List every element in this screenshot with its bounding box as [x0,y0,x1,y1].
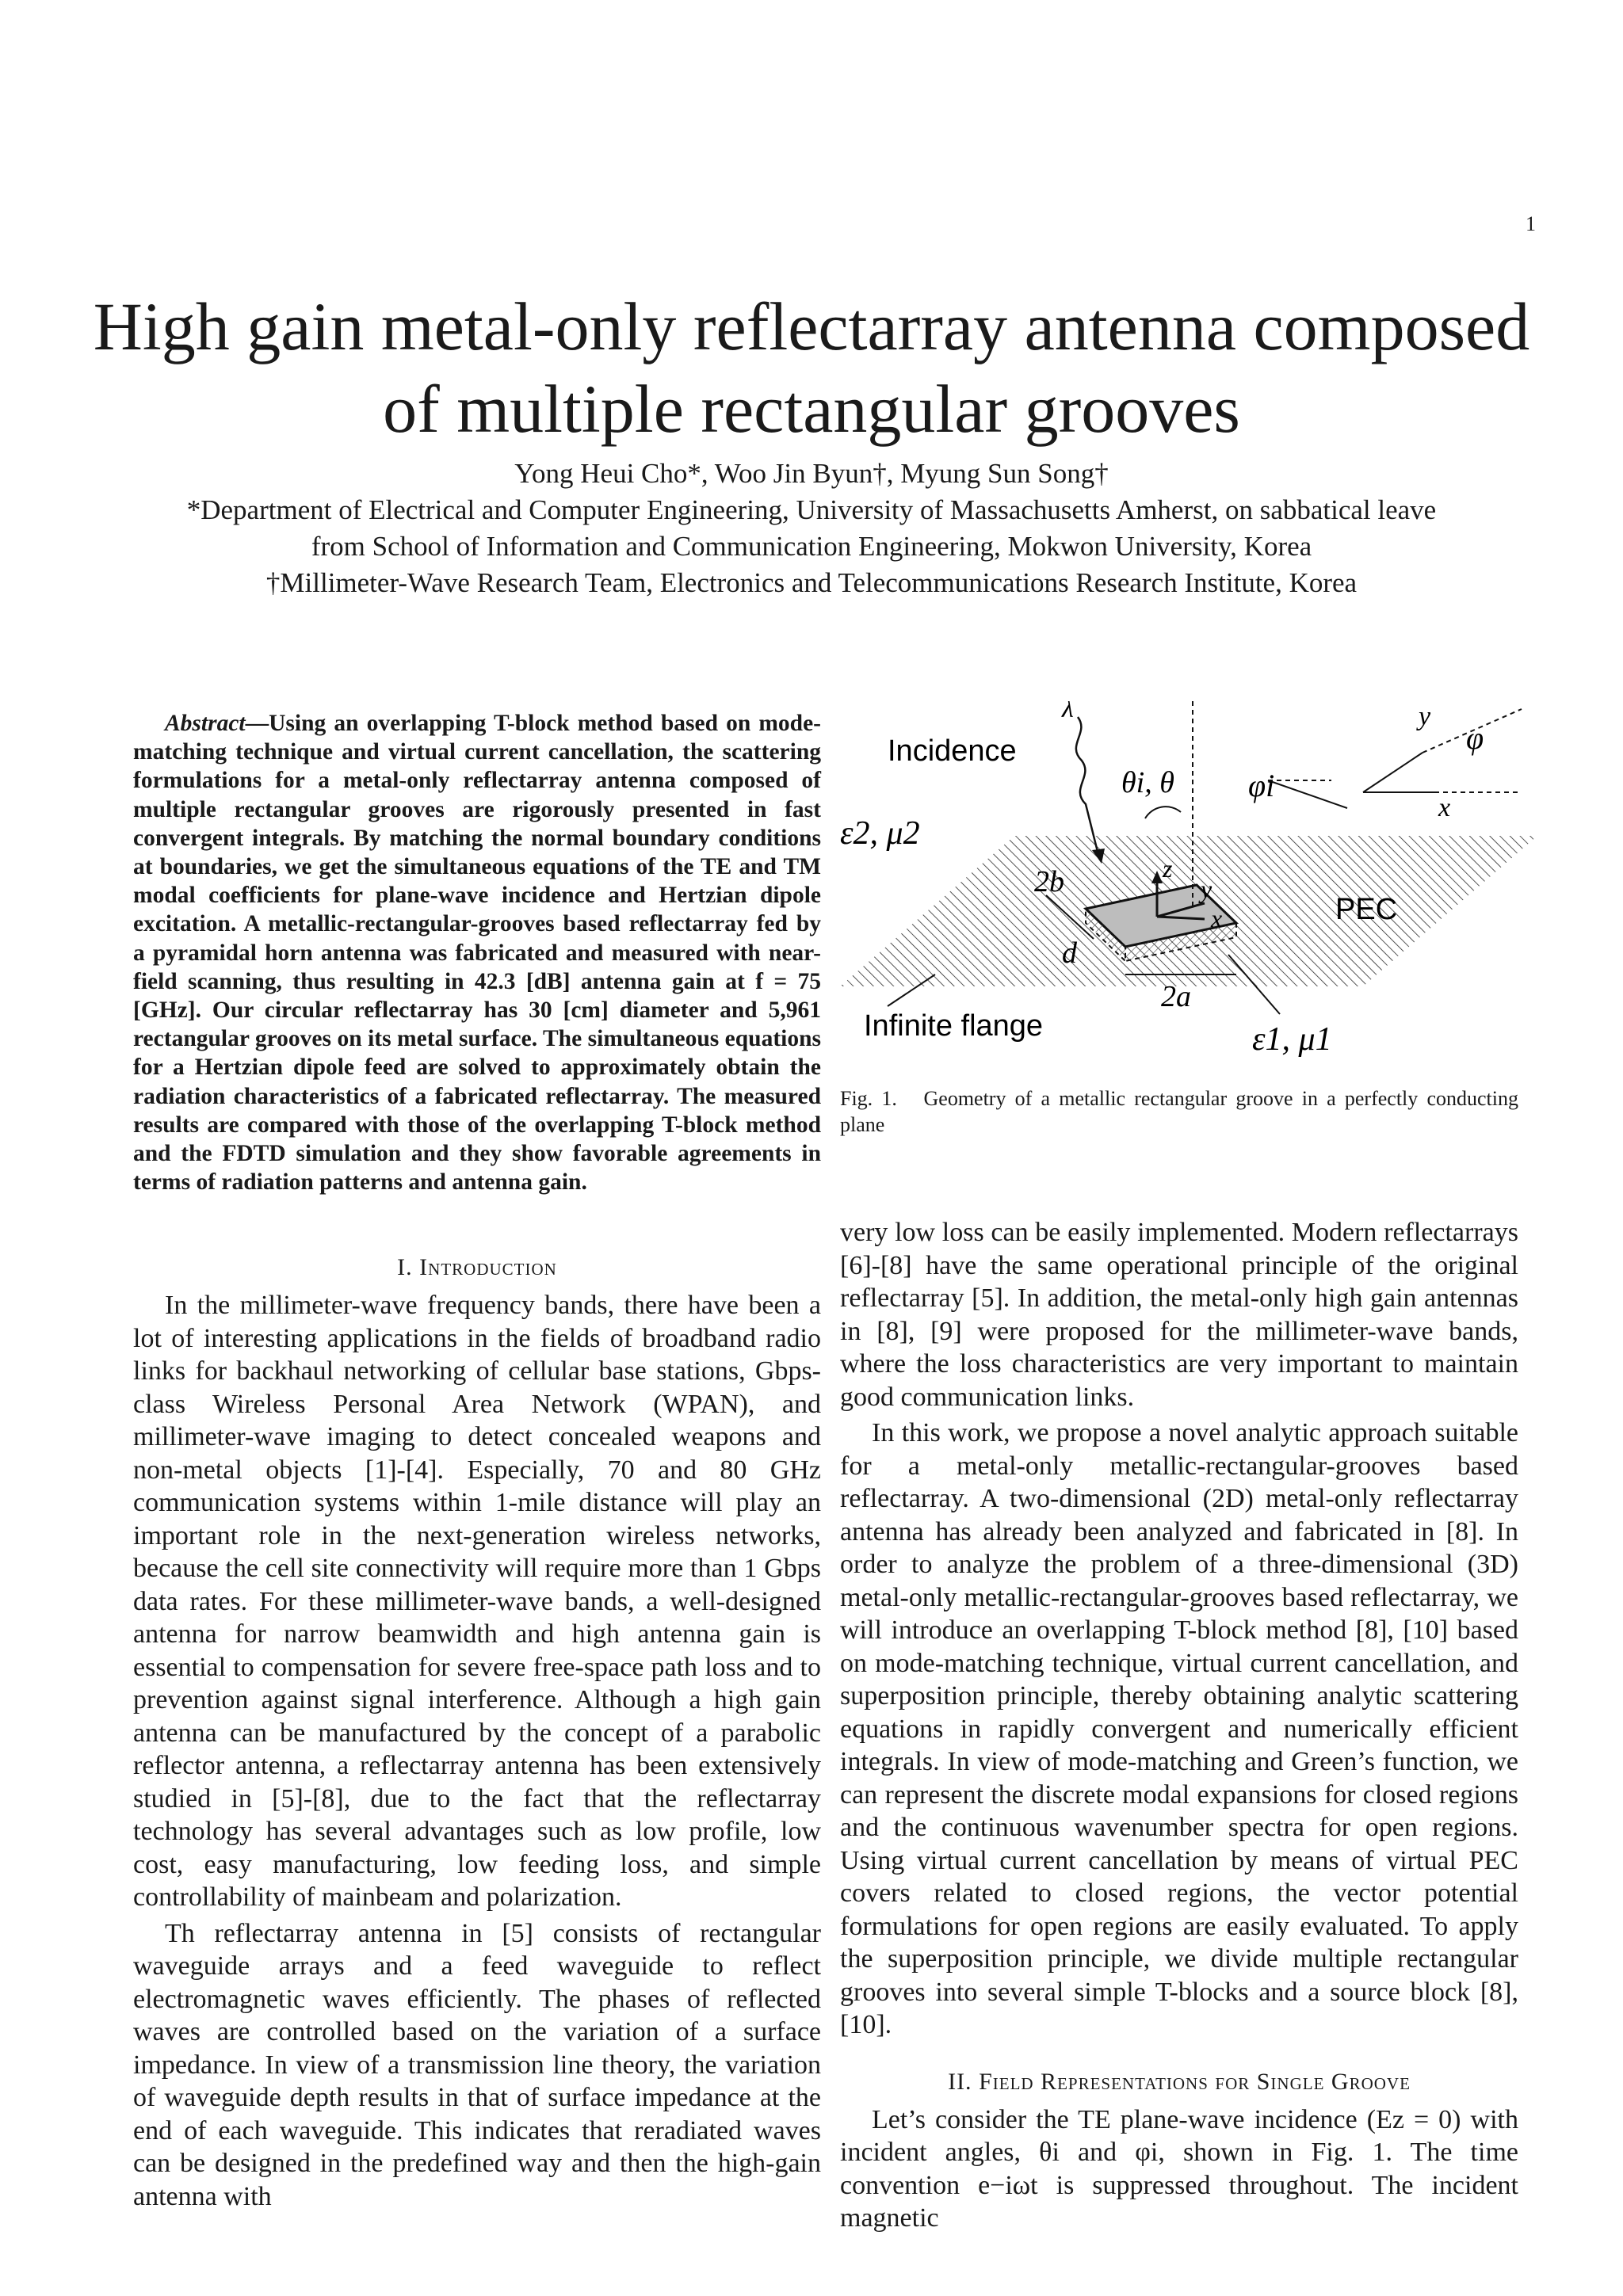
section-1-number: I. [397,1254,413,1280]
label-z-axis: z [1163,854,1173,883]
abstract-text: —Using an overlapping T-block method based on mode-matching technique and virtual current cancellation, the scattering formulations for a metal-only reflectarray antenna composed of multiple rectangular grooves are rigorously presented in fast convergent integrals. By matching the normal boundary conditions at boundaries, we get the simultaneous equations of the TE and TM modal coefficients for plane-wave incidence and Hertzian dipole excitation. A metallic-rectangular-grooves based reflectarray fed by a pyramidal horn antenna was fabricated and measured with near-field scanning, thus resulting in 42.3 [dB] antenna gain at f = 75 [GHz]. Our circular reflectarray has 30 [cm] diameter and 5,961 rectangular grooves on its metal surface. The simultaneous equations for a Hertzian dipole feed are solved to approximately obtain the radiation characteristics of a fabricated reflectarray. The measured results are compared with those of the overlapping T-block method and the FDTD simulation and they show favorable agreements in terms of radiation patterns and antenna gain. [133,711,821,1196]
label-y-axis: y [1419,702,1431,731]
theta-arc [1145,807,1181,818]
abstract [133,709,821,1196]
affiliation-2: †Millimeter-Wave Research Team, Electronics and Telecommunications Research Institute, Korea [265,567,1358,598]
section-2-heading [840,2069,1518,2096]
abstract-label: Abstract [165,711,246,736]
intro-paragraph-2: Th reflectarray antenna in [5] consists of rectangular waveguide arrays and a feed waveguide to reflect electromagnetic waves efficiently. The phases of reflected waves are controlled based on the variation of a surface impedance. In view of a transmission line theory, the variation of waveguide depth results in that of surface impedance at the end of each waveguide. This indicates that reradiated waves can be designed in the predefined way and then the high-gain antenna with [133,1918,821,2211]
label-x-axis: x [1438,793,1451,822]
right-column-text [840,1216,1518,2235]
section-1-heading [133,1254,821,1281]
incident-wave [1076,717,1098,852]
label-local-x: x [1211,904,1223,933]
author-block [79,456,1544,601]
figure-1 [840,701,1537,1097]
intro-paragraph-2-continued: very low loss can be easily implemented. Modern reflectarrays [6]-[8] have the same operational principle of the original reflectarray [5]. In addition, the metal-only high gain antennas in [8], [9] were proposed for the millimeter-wave bands, where the loss characteristics are very important to maintain good communication links. [840,1218,1518,1412]
section-2-paragraph-1: Let’s consider the TE plane-wave incidence (Ez = 0) with incident angles, θi and φi, shown in Fig. 1. The time convention e−iωt is suppressed throughout. The incident magnetic [840,2104,1518,2233]
label-eps2-mu2: ε2, μ2 [840,815,920,852]
affiliation-1-line-2: from School of Information and Communication Engineering, Mokwon University, Korea [311,531,1312,562]
section-2-number: II. [948,2068,972,2095]
figure-1-caption [840,1085,1518,1138]
label-phi: φ [1466,720,1484,756]
label-theta: θi, θ [1121,766,1174,799]
label-incidence: Incidence [888,734,1017,768]
label-phi-i: φi [1248,768,1275,803]
label-d: d [1062,936,1077,970]
paper-title: High gain metal-only reflectarray antenna composed of multiple rectangular grooves [93,288,1530,447]
section-2-title: Field Representations for Single Groove [979,2068,1411,2095]
author-names: Yong Heui Cho*, Woo Jin Byun†, Myung Sun Song† [514,458,1109,489]
section-1-title: Introduction [419,1254,557,1280]
affiliation-1-line-1: *Department of Electrical and Computer Engineering, University of Massachusetts Amherst, on sabbatical leave [186,494,1437,525]
intro-paragraph-1: In the millimeter-wave frequency bands, there have been a lot of interesting applications in the fields of broadband radio links for backhaul networking of cellular base stations, Gbps-class Wireless Personal Area Network (WPAN), and millimeter-wave imaging to detect concealed weapons and non-metal objects [1]-[4]. Especially, 70 and 80 GHz communication systems within 1-mile distance will play an important role in the next-generation wireless networks, because the cell site connectivity will require more than 1 Gbps data rates. For these millimeter-wave bands, a well-designed antenna for narrow beamwidth and high antenna gain is essential to compensation for severe free-space path loss and to prevention against signal interference. Although a high gain antenna can be manufactured by the concept of a parabolic reflector antenna, a reflectarray antenna has been extensively studied in [5]-[8], due to the fact that the reflectarray technology has several advantages such as low profile, low cost, easy manufacturing, low feeding loss, and simple controllability of mainbeam and polarization. [133,1291,821,1912]
label-pec: PEC [1335,893,1398,926]
caption-label: Fig. 1. [840,1087,897,1110]
section-1 [133,1254,821,2213]
phi-i-line [1268,780,1347,808]
intro-paragraph-3: In this work, we propose a novel analytic approach suitable for a metal-only metallic-rectangular-grooves based reflectarray. A two-dimensional (2D) metal-only reflectarray antenna has already been analyzed and fabricated in [8]. In order to analyze the problem of a three-dimensional (3D) metal-only metallic-rectangular-grooves based reflectarray, we will introduce an overlapping T-block method [8], [10] based on mode-matching technique, virtual current cancellation, and superposition principle, thereby obtaining analytic scattering equations in rapidly convergent and numerically efficient integrals. In view of mode-matching and Green’s function, we can represent the discrete modal expansions for closed regions and the continuous wavenumber spectra for open regions. Using virtual current cancellation by means of virtual PEC covers related to closed regions, the vector potential formulations for open regions are easily evaluated. To apply the superposition principle, we divide multiple rectangular grooves into several simple T-blocks and a source block [8], [10]. [840,1418,1518,2039]
label-lambda: λ [1062,701,1074,723]
label-local-y: y [1201,875,1212,903]
groove-geometry-diagram [840,701,1537,1081]
page-number: 1 [1526,212,1536,235]
global-y-axis [1363,753,1423,792]
label-2a: 2a [1161,980,1191,1013]
label-infinite-flange: Infinite flange [864,1009,1044,1043]
label-2b: 2b [1034,865,1064,898]
label-eps1-mu1: ε1, μ1 [1252,1021,1332,1058]
caption-text: Geometry of a metallic rectangular groove in a perfectly conducting plane [840,1087,1519,1136]
